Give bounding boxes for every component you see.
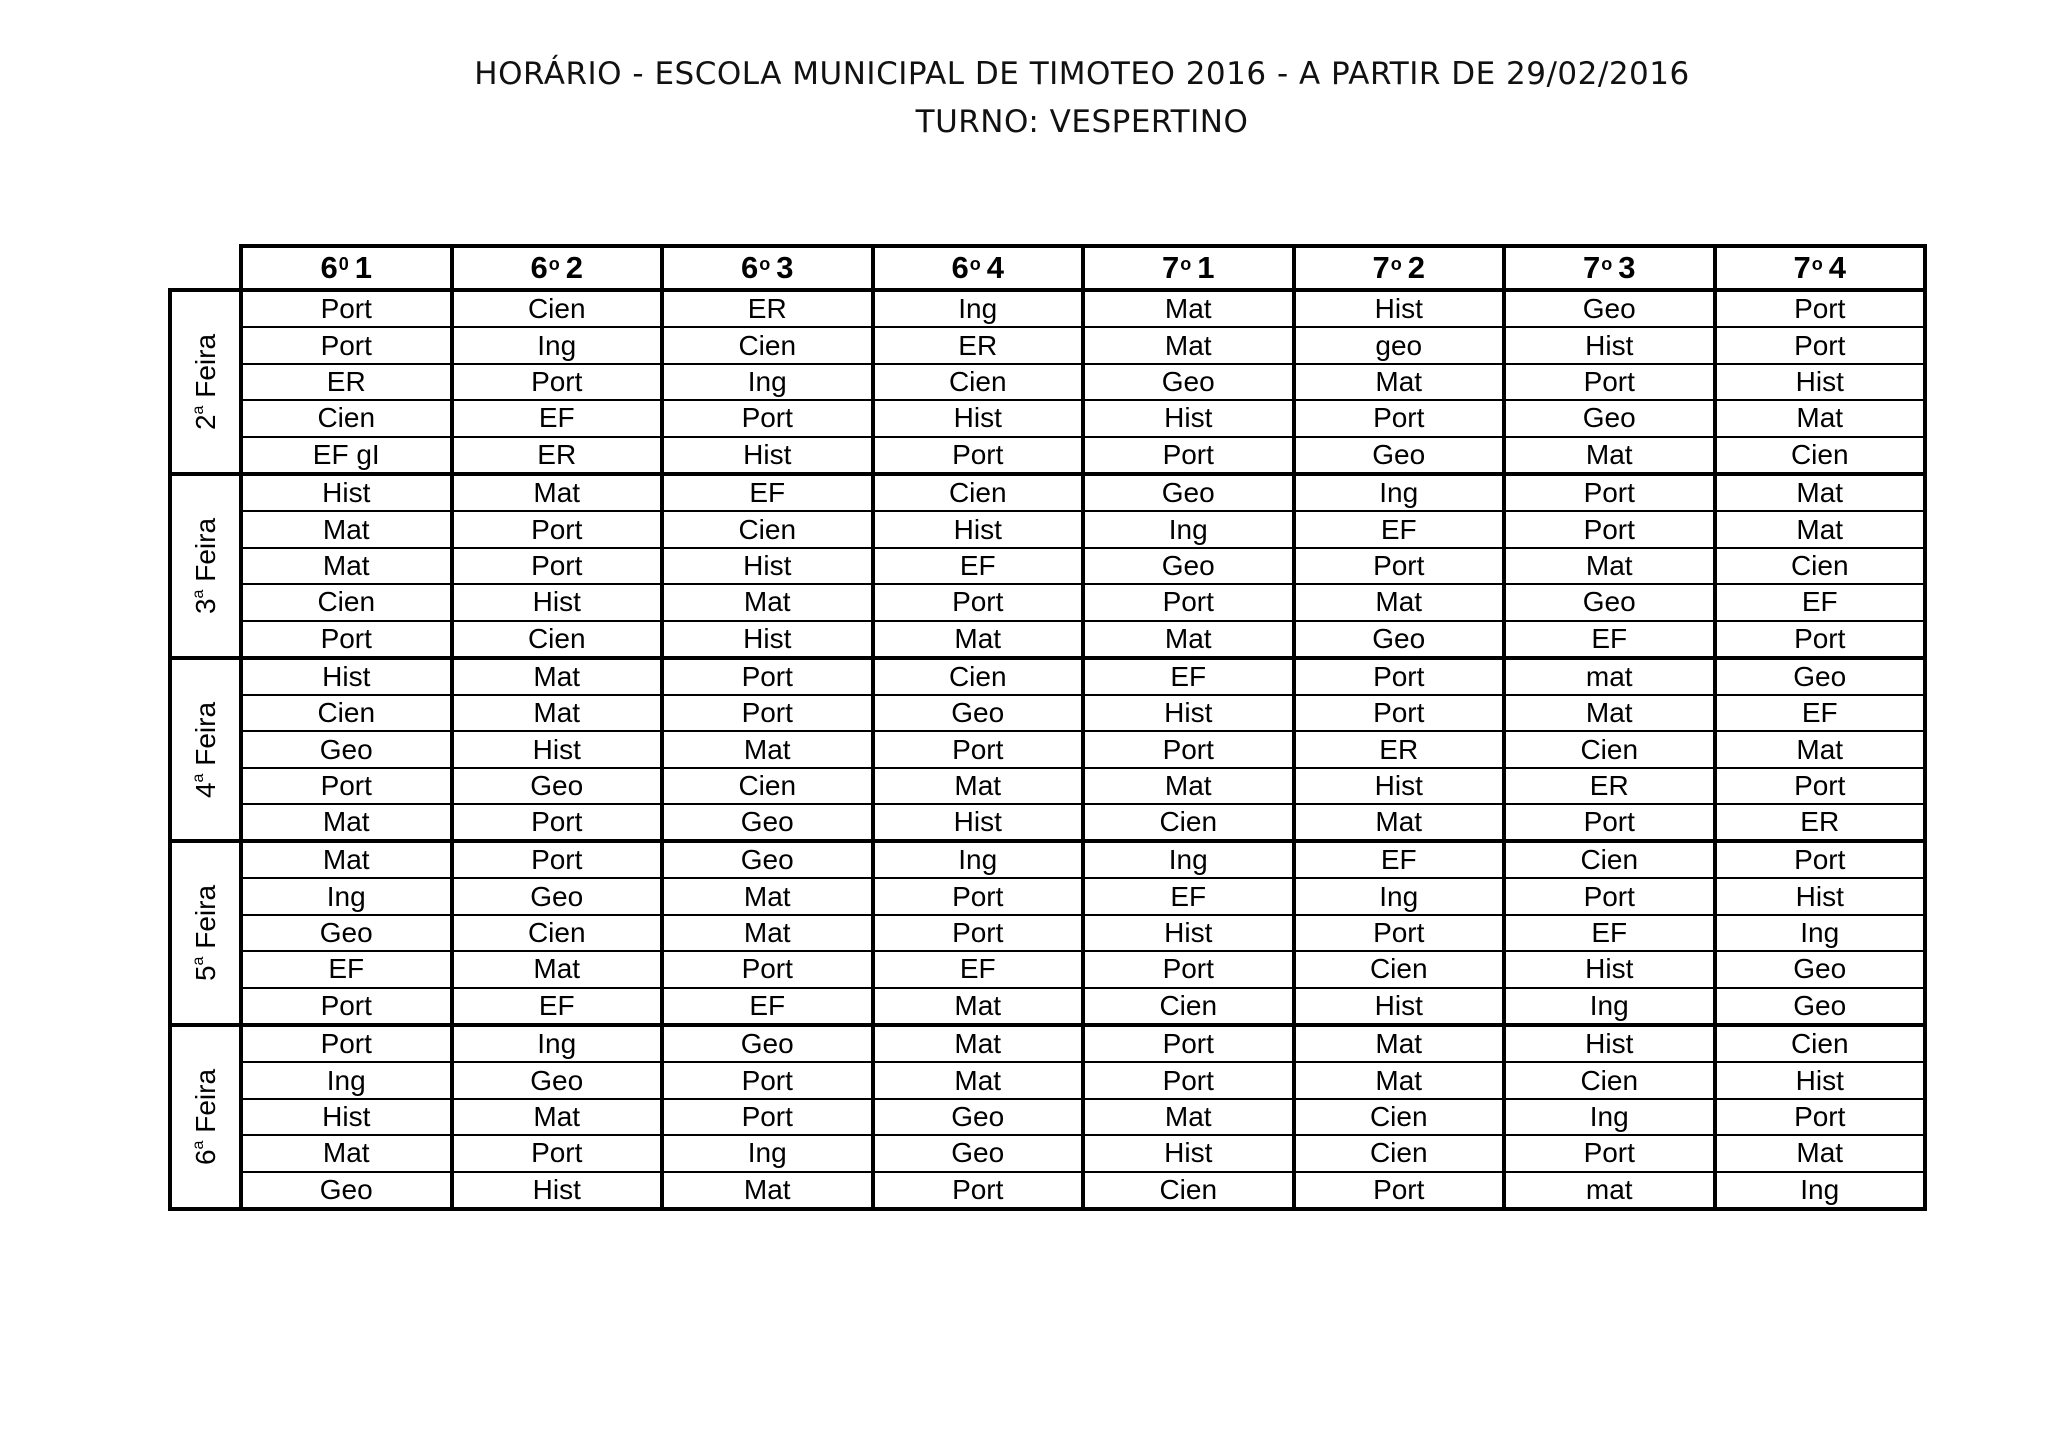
class-number: 3 (776, 250, 794, 285)
class-ordinal: o (1601, 253, 1613, 274)
subject-cell: Hist (243, 476, 454, 510)
day-grid (239, 656, 1927, 843)
table-row (243, 1136, 1923, 1172)
subject-cell: Port (1296, 696, 1507, 730)
subject-cell: Mat (243, 843, 454, 877)
subject-cell: Mat (1085, 769, 1296, 803)
subject-cell: Port (664, 1100, 875, 1134)
subject-cell: Hist (454, 585, 665, 619)
subject-cell: Geo (875, 1136, 1086, 1170)
class-grade: 6 (951, 250, 969, 285)
subject-cell: Hist (454, 1173, 665, 1207)
subject-cell: Ing (1506, 1100, 1717, 1134)
subject-cell: Cien (664, 769, 875, 803)
subject-cell: Mat (1085, 1100, 1296, 1134)
subject-cell: Geo (1296, 622, 1507, 656)
subject-cell: ER (1506, 769, 1717, 803)
subject-cell: Port (1506, 805, 1717, 839)
day-label (168, 656, 239, 843)
subject-cell: ER (664, 292, 875, 326)
subject-cell: Port (243, 989, 454, 1023)
day-label (168, 288, 239, 476)
subject-cell: Port (1506, 879, 1717, 913)
subject-cell: Geo (243, 916, 454, 950)
subject-cell: Geo (664, 1027, 875, 1061)
class-ordinal: o (969, 253, 981, 274)
class-number: 4 (986, 250, 1004, 285)
table-row (243, 805, 1923, 839)
day-label (168, 1023, 239, 1211)
subject-cell: Port (1085, 732, 1296, 766)
subject-cell: Cien (454, 622, 665, 656)
subject-cell: Geo (454, 769, 665, 803)
subject-cell: Geo (1085, 365, 1296, 399)
subject-cell: Cien (1790, 438, 1849, 470)
class-header-row (239, 244, 1927, 292)
table-row (243, 952, 1923, 988)
subject-cell: Mat (875, 769, 1086, 803)
subject-cell: Cien (454, 916, 665, 950)
table-row (243, 292, 1923, 328)
subject-cell: Mat (664, 585, 875, 619)
subject-cell: EF (1085, 660, 1296, 694)
subject-cell: Port (1506, 365, 1717, 399)
day-grid (239, 288, 1927, 476)
subject-cell: Mat (1796, 477, 1844, 509)
subject-cell: Mat (1796, 733, 1844, 765)
subject-cell: ER (875, 328, 1086, 362)
subject-cell: EF (1085, 879, 1296, 913)
table-row (243, 879, 1923, 915)
subject-cell: Cien (1296, 952, 1507, 986)
subject-cell: Port (454, 512, 665, 546)
table-row (243, 916, 1923, 952)
subject-cell: Hist (454, 732, 665, 766)
subject-cell: Geo (1506, 292, 1717, 326)
subject-cell: EF (454, 401, 665, 435)
day-label (168, 472, 239, 660)
subject-cell: Port (1794, 1101, 1846, 1133)
class-ordinal: o (759, 253, 771, 274)
subject-cell: Cien (1506, 843, 1717, 877)
day-label-text: 5$^a$ Feira (189, 884, 221, 982)
subject-cell: Geo (875, 1100, 1086, 1134)
subject-cell: Port (1794, 844, 1846, 876)
subject-cell: Port (664, 1063, 875, 1097)
subject-cell: Hist (1296, 292, 1507, 326)
subject-cell: Hist (1296, 769, 1507, 803)
subject-cell: Port (243, 769, 454, 803)
subject-cell: Cien (1790, 1028, 1849, 1060)
table-row (243, 660, 1923, 696)
subject-cell: Port (664, 696, 875, 730)
subject-cell: Mat (1296, 365, 1507, 399)
subject-cell: Mat (664, 1173, 875, 1207)
subject-cell: Geo (1506, 401, 1717, 435)
class-number: 2 (565, 250, 583, 285)
class-ordinal: 0 (338, 253, 349, 274)
day-block (168, 472, 1927, 660)
subject-cell: Hist (875, 805, 1086, 839)
subject-cell: Ing (1296, 879, 1507, 913)
subject-cell: Hist (1506, 952, 1717, 986)
subject-cell: Ing (243, 1063, 454, 1097)
subject-cell: Mat (875, 1063, 1086, 1097)
subject-cell: Hist (1085, 696, 1296, 730)
day-block (168, 1023, 1927, 1211)
subject-cell: Port (1296, 660, 1507, 694)
subject-cell: Mat (875, 622, 1086, 656)
subject-cell: Mat (1296, 1027, 1507, 1061)
subject-cell: Port (454, 843, 665, 877)
day-label-text: 6$^a$ Feira (189, 1068, 221, 1166)
subject-cell: mat (1506, 1173, 1717, 1207)
subject-cell: Mat (243, 549, 454, 583)
subject-cell: Port (454, 1136, 665, 1170)
subject-cell: Mat (1085, 292, 1296, 326)
subject-cell: ER (454, 438, 665, 472)
table-row (243, 365, 1923, 401)
subject-cell: Cien (875, 476, 1086, 510)
subject-cell: Port (1506, 512, 1717, 546)
subject-cell: Port (1794, 622, 1846, 654)
subject-cell: EF (875, 952, 1086, 986)
table-row (243, 328, 1923, 364)
class-header-cell (664, 248, 875, 288)
subject-cell: Mat (664, 732, 875, 766)
subject-cell: Cien (1790, 550, 1849, 582)
subject-cell: Hist (1506, 1027, 1717, 1061)
class-header-cell (1717, 248, 1924, 288)
subject-cell: Hist (875, 512, 1086, 546)
day-grid (239, 472, 1927, 660)
subject-cell: Geo (1793, 989, 1847, 1021)
subject-cell: Cien (1296, 1100, 1507, 1134)
subject-cell: Port (875, 438, 1086, 472)
subject-cell: ER (243, 365, 454, 399)
subject-cell: Hist (664, 622, 875, 656)
subject-cell: Cien (1506, 1063, 1717, 1097)
subject-cell: Mat (454, 660, 665, 694)
subject-cell: EF (1506, 916, 1717, 950)
class-header-cell (875, 248, 1086, 288)
subject-cell: Mat (1296, 1063, 1507, 1097)
table-row (243, 438, 1923, 472)
subject-cell: EF (664, 989, 875, 1023)
class-number: 1 (1197, 250, 1215, 285)
subject-cell: Hist (1085, 401, 1296, 435)
subject-cell: Port (875, 732, 1086, 766)
subject-cell: Cien (1085, 805, 1296, 839)
subject-cell: Mat (1506, 696, 1717, 730)
subject-cell: Port (1085, 585, 1296, 619)
class-number: 2 (1407, 250, 1425, 285)
subject-cell: ER (1800, 805, 1840, 837)
class-header-cell (1296, 248, 1507, 288)
subject-cell: Port (1506, 476, 1717, 510)
subject-cell: Geo (1506, 585, 1717, 619)
subject-cell: Mat (1085, 622, 1296, 656)
subject-cell: Port (1794, 293, 1846, 325)
subject-cell: Cien (664, 328, 875, 362)
class-number: 3 (1618, 250, 1636, 285)
class-number: 1 (354, 250, 372, 285)
subject-cell: EF (1801, 586, 1838, 618)
subject-cell: Mat (454, 476, 665, 510)
subject-cell: Ing (1506, 989, 1717, 1023)
subject-cell: Mat (664, 916, 875, 950)
subject-cell: Mat (1506, 438, 1717, 472)
subject-cell: Geo (875, 696, 1086, 730)
subject-cell: Mat (1796, 513, 1844, 545)
subject-cell: Hist (1085, 916, 1296, 950)
table-row (243, 989, 1923, 1023)
table-row (243, 1173, 1923, 1207)
subject-cell: Ing (1085, 843, 1296, 877)
subject-cell: Mat (243, 512, 454, 546)
subject-cell: Geo (243, 1173, 454, 1207)
subject-cell: Geo (454, 879, 665, 913)
class-grade: 6 (530, 250, 548, 285)
subject-cell: EF (243, 952, 454, 986)
subject-cell: Port (1085, 1063, 1296, 1097)
day-grid (239, 839, 1927, 1027)
subject-cell: Port (454, 549, 665, 583)
subject-cell: Cien (1085, 1173, 1296, 1207)
class-grade: 6 (320, 250, 338, 285)
class-ordinal: o (1180, 253, 1192, 274)
subject-cell: Port (1296, 916, 1507, 950)
subject-cell: Port (243, 622, 454, 656)
day-label-text: 2$^a$ Feira (189, 333, 221, 431)
class-header-cell (243, 248, 454, 288)
subject-cell: Mat (664, 879, 875, 913)
subject-cell: Hist (243, 660, 454, 694)
class-ordinal: o (1390, 253, 1402, 274)
subject-cell: Mat (875, 1027, 1086, 1061)
subject-cell: Port (454, 365, 665, 399)
class-grade: 7 (1372, 250, 1390, 285)
subject-cell: Cien (454, 292, 665, 326)
class-header-cell (1506, 248, 1717, 288)
subject-cell: EF gI (243, 438, 454, 472)
subject-cell: Mat (454, 696, 665, 730)
table-row (243, 696, 1923, 732)
subject-cell: Hist (1296, 989, 1507, 1023)
subject-cell: Port (243, 1027, 454, 1061)
subject-cell: EF (1801, 697, 1838, 729)
day-label (168, 839, 239, 1027)
subject-cell: Mat (1796, 1137, 1844, 1169)
subject-cell: Mat (454, 1100, 665, 1134)
subject-cell: Geo (1793, 953, 1847, 985)
subject-cell: Mat (243, 1136, 454, 1170)
class-grade: 7 (1793, 250, 1811, 285)
table-row (243, 769, 1923, 805)
subject-cell: Mat (454, 952, 665, 986)
class-header-cell (1085, 248, 1296, 288)
subject-cell: Port (1794, 329, 1846, 361)
day-label-text: 4$^a$ Feira (189, 701, 221, 798)
subject-cell: Mat (875, 989, 1086, 1023)
table-row (243, 549, 1923, 585)
subject-cell: EF (1506, 622, 1717, 656)
subject-cell: Cien (1506, 732, 1717, 766)
document-title: HORÁRIO - ESCOLA MUNICIPAL DE TIMOTEO 2016 - A PARTIR DE 29/02/2016 (474, 56, 1690, 92)
subject-cell: Cien (243, 585, 454, 619)
class-ordinal: o (548, 253, 560, 274)
subject-cell: Geo (664, 805, 875, 839)
subject-cell: Hist (875, 401, 1086, 435)
class-grade: 6 (741, 250, 759, 285)
day-label-text: 3$^a$ Feira (189, 517, 221, 615)
table-row (243, 512, 1923, 548)
subject-cell: Port (664, 952, 875, 986)
class-grade: 7 (1583, 250, 1601, 285)
subject-cell: Port (875, 1173, 1086, 1207)
subject-cell: Mat (1796, 402, 1844, 434)
day-block (168, 288, 1927, 476)
subject-cell: Port (243, 328, 454, 362)
subject-cell: Port (1296, 549, 1507, 583)
subject-cell: Mat (1085, 328, 1296, 362)
subject-cell: Port (454, 805, 665, 839)
subject-cell: Cien (1296, 1136, 1507, 1170)
subject-cell: Cien (664, 512, 875, 546)
subject-cell: Ing (454, 1027, 665, 1061)
subject-cell: Ing (243, 879, 454, 913)
subject-cell: ER (1296, 732, 1507, 766)
subject-cell: mat (1506, 660, 1717, 694)
subject-cell: Hist (664, 549, 875, 583)
class-grade: 7 (1162, 250, 1180, 285)
subject-cell: Port (1296, 401, 1507, 435)
day-grid (239, 1023, 1927, 1211)
subject-cell: Hist (243, 1100, 454, 1134)
subject-cell: Ing (875, 292, 1086, 326)
subject-cell: Geo (454, 1063, 665, 1097)
subject-cell: Cien (875, 365, 1086, 399)
table-row (243, 585, 1923, 621)
subject-cell: Hist (1795, 1064, 1844, 1096)
subject-cell: Mat (243, 805, 454, 839)
subject-cell: Port (1794, 769, 1846, 801)
table-row (243, 1100, 1923, 1136)
subject-cell: Port (875, 585, 1086, 619)
subject-cell: EF (454, 989, 665, 1023)
table-row (243, 1027, 1923, 1063)
subject-cell: Ing (664, 365, 875, 399)
class-header-cell (454, 248, 665, 288)
day-block (168, 656, 1927, 843)
subject-cell: Geo (1296, 438, 1507, 472)
subject-cell: Port (1085, 1027, 1296, 1061)
subject-cell: Cien (1085, 989, 1296, 1023)
table-row (243, 843, 1923, 879)
subject-cell: Ing (454, 328, 665, 362)
subject-cell: Hist (1795, 880, 1844, 912)
table-row (243, 732, 1923, 768)
class-number: 4 (1828, 250, 1846, 285)
subject-cell: Ing (1085, 512, 1296, 546)
subject-cell: Ing (1800, 1173, 1840, 1205)
subject-cell: Cien (243, 696, 454, 730)
subject-cell: EF (1296, 512, 1507, 546)
subject-cell: Ing (1296, 476, 1507, 510)
subject-cell: EF (664, 476, 875, 510)
subject-cell: Geo (1085, 549, 1296, 583)
subject-cell: Hist (1506, 328, 1717, 362)
subject-cell: Hist (664, 438, 875, 472)
subject-cell: Port (1085, 952, 1296, 986)
subject-cell: Hist (1085, 1136, 1296, 1170)
subject-cell: Cien (243, 401, 454, 435)
subject-cell: Mat (1296, 585, 1507, 619)
subject-cell: Ing (875, 843, 1086, 877)
subject-cell: Mat (1296, 805, 1507, 839)
table-row (243, 622, 1923, 656)
subject-cell: Mat (1506, 549, 1717, 583)
subject-cell: Port (664, 660, 875, 694)
subject-cell: EF (1296, 843, 1507, 877)
subject-cell: Port (664, 401, 875, 435)
table-row (243, 476, 1923, 512)
document-subtitle: TURNO: VESPERTINO (915, 104, 1249, 140)
subject-cell: Port (243, 292, 454, 326)
subject-cell: geo (1296, 328, 1507, 362)
subject-cell: Port (875, 879, 1086, 913)
table-row (243, 401, 1923, 437)
subject-cell: Ing (664, 1136, 875, 1170)
subject-cell: Geo (1793, 661, 1847, 693)
subject-cell: Geo (1085, 476, 1296, 510)
subject-cell: Geo (243, 732, 454, 766)
day-block (168, 839, 1927, 1027)
class-ordinal: o (1811, 253, 1823, 274)
subject-cell: Port (1085, 438, 1296, 472)
subject-cell: Hist (1795, 366, 1844, 398)
subject-cell: Ing (1800, 917, 1840, 949)
subject-cell: EF (875, 549, 1086, 583)
subject-cell: Geo (664, 843, 875, 877)
subject-cell: Port (875, 916, 1086, 950)
table-row (243, 1063, 1923, 1099)
subject-cell: Port (1506, 1136, 1717, 1170)
subject-cell: Port (1296, 1173, 1507, 1207)
subject-cell: Cien (875, 660, 1086, 694)
